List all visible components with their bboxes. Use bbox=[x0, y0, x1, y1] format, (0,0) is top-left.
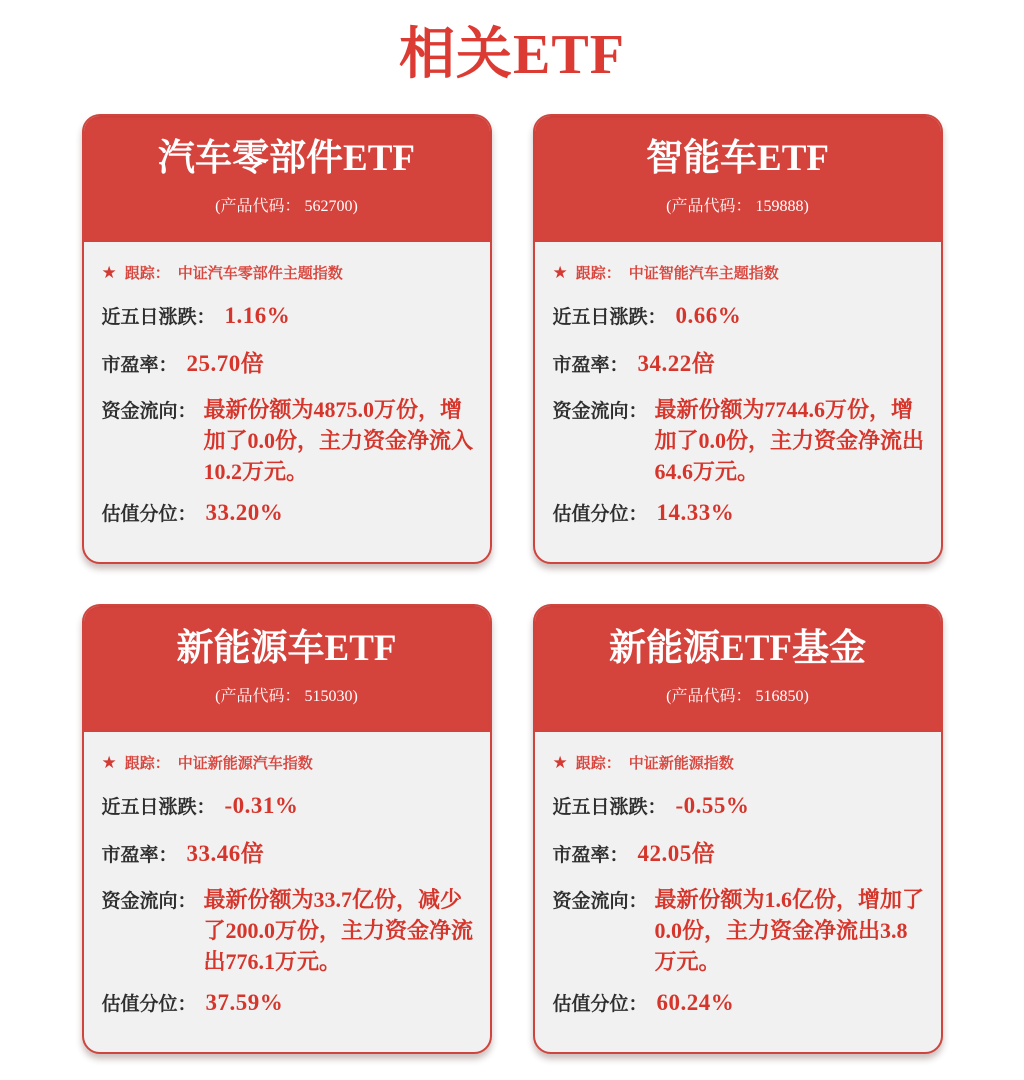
track-label: 跟踪： bbox=[575, 755, 621, 772]
flow-label: 资金流向： bbox=[552, 891, 648, 912]
five-day-value: -0.55% bbox=[675, 793, 750, 818]
card-header bbox=[82, 114, 492, 242]
valuation-value: 33.20% bbox=[205, 500, 284, 525]
card-body bbox=[535, 242, 941, 558]
etf-card-grid bbox=[0, 114, 1024, 1054]
valuation-label: 估值分位： bbox=[101, 994, 197, 1015]
valuation-value: 60.24% bbox=[656, 990, 735, 1015]
track-label: 跟踪： bbox=[124, 755, 170, 772]
etf-card-562700 bbox=[82, 114, 492, 564]
pe-label: 市盈率： bbox=[552, 845, 629, 866]
star-icon: ★ bbox=[552, 753, 568, 772]
flow-label: 资金流向： bbox=[552, 401, 648, 422]
pe-value: 34.22倍 bbox=[637, 351, 716, 376]
flow-row bbox=[553, 884, 927, 977]
pe-value: 33.46倍 bbox=[186, 841, 265, 866]
card-header bbox=[533, 114, 943, 242]
valuation-label: 估值分位： bbox=[552, 504, 648, 525]
five-day-label: 近五日涨跌： bbox=[552, 797, 667, 818]
etf-name: 汽车零部件ETF bbox=[158, 138, 415, 179]
flow-value: 最新份额为7744.6万份，增加了0.0份，主力资金净流出64.6万元。 bbox=[654, 397, 925, 484]
track-row bbox=[553, 262, 927, 283]
valuation-label: 估值分位： bbox=[552, 994, 648, 1015]
five-day-value: 0.66% bbox=[675, 303, 742, 328]
track-row bbox=[102, 752, 476, 773]
pe-value: 42.05倍 bbox=[637, 841, 716, 866]
valuation-row bbox=[102, 989, 476, 1016]
pe-row bbox=[553, 345, 927, 378]
track-row bbox=[553, 752, 927, 773]
track-index: 中证新能源指数 bbox=[628, 755, 734, 772]
pe-label: 市盈率： bbox=[552, 355, 629, 376]
etf-card-159888 bbox=[533, 114, 943, 564]
card-header bbox=[82, 604, 492, 732]
card-body bbox=[84, 732, 490, 1048]
flow-row bbox=[553, 394, 927, 487]
track-index: 中证智能汽车主题指数 bbox=[628, 265, 779, 282]
flow-label: 资金流向： bbox=[101, 891, 197, 912]
pe-value: 25.70倍 bbox=[186, 351, 265, 376]
flow-row bbox=[102, 884, 476, 977]
etf-product-code: (产品代码： 515030) bbox=[215, 688, 358, 705]
five-day-label: 近五日涨跌： bbox=[101, 797, 216, 818]
etf-product-code: (产品代码： 562700) bbox=[215, 198, 358, 215]
etf-card-516850 bbox=[533, 604, 943, 1054]
etf-product-code: (产品代码： 516850) bbox=[666, 688, 809, 705]
etf-product-code: (产品代码： 159888) bbox=[666, 198, 809, 215]
star-icon: ★ bbox=[101, 753, 117, 772]
flow-value: 最新份额为4875.0万份，增加了0.0份，主力资金净流入10.2万元。 bbox=[203, 397, 474, 484]
flow-row bbox=[102, 394, 476, 487]
card-body bbox=[84, 242, 490, 558]
star-icon: ★ bbox=[101, 263, 117, 282]
track-row bbox=[102, 262, 476, 283]
pe-label: 市盈率： bbox=[101, 845, 178, 866]
valuation-row bbox=[553, 989, 927, 1016]
five-day-value: -0.31% bbox=[224, 793, 299, 818]
pe-row bbox=[553, 835, 927, 868]
flow-value: 最新份额为1.6亿份，增加了0.0份，主力资金净流出3.8万元。 bbox=[654, 887, 925, 974]
flow-value: 最新份额为33.7亿份，减少了200.0万份，主力资金净流出776.1万元。 bbox=[203, 887, 474, 974]
etf-card-515030 bbox=[82, 604, 492, 1054]
five-day-label: 近五日涨跌： bbox=[101, 307, 216, 328]
track-label: 跟踪： bbox=[124, 265, 170, 282]
etf-name: 智能车ETF bbox=[646, 138, 829, 179]
flow-label: 资金流向： bbox=[101, 401, 197, 422]
card-body bbox=[535, 732, 941, 1048]
valuation-value: 37.59% bbox=[205, 990, 284, 1015]
five-day-row bbox=[553, 792, 927, 819]
five-day-value: 1.16% bbox=[224, 303, 291, 328]
page-title: 相关ETF bbox=[399, 24, 625, 86]
track-index: 中证汽车零部件主题指数 bbox=[177, 265, 343, 282]
card-header bbox=[533, 604, 943, 732]
pe-row bbox=[102, 345, 476, 378]
star-icon: ★ bbox=[552, 263, 568, 282]
five-day-row bbox=[102, 302, 476, 329]
valuation-label: 估值分位： bbox=[101, 504, 197, 525]
track-index: 中证新能源汽车指数 bbox=[177, 755, 313, 772]
five-day-row bbox=[553, 302, 927, 329]
valuation-row bbox=[102, 499, 476, 526]
etf-name: 新能源ETF基金 bbox=[609, 628, 866, 669]
five-day-label: 近五日涨跌： bbox=[552, 307, 667, 328]
etf-name: 新能源车ETF bbox=[176, 628, 397, 669]
pe-label: 市盈率： bbox=[101, 355, 178, 376]
valuation-row bbox=[553, 499, 927, 526]
pe-row bbox=[102, 835, 476, 868]
track-label: 跟踪： bbox=[575, 265, 621, 282]
five-day-row bbox=[102, 792, 476, 819]
valuation-value: 14.33% bbox=[656, 500, 735, 525]
